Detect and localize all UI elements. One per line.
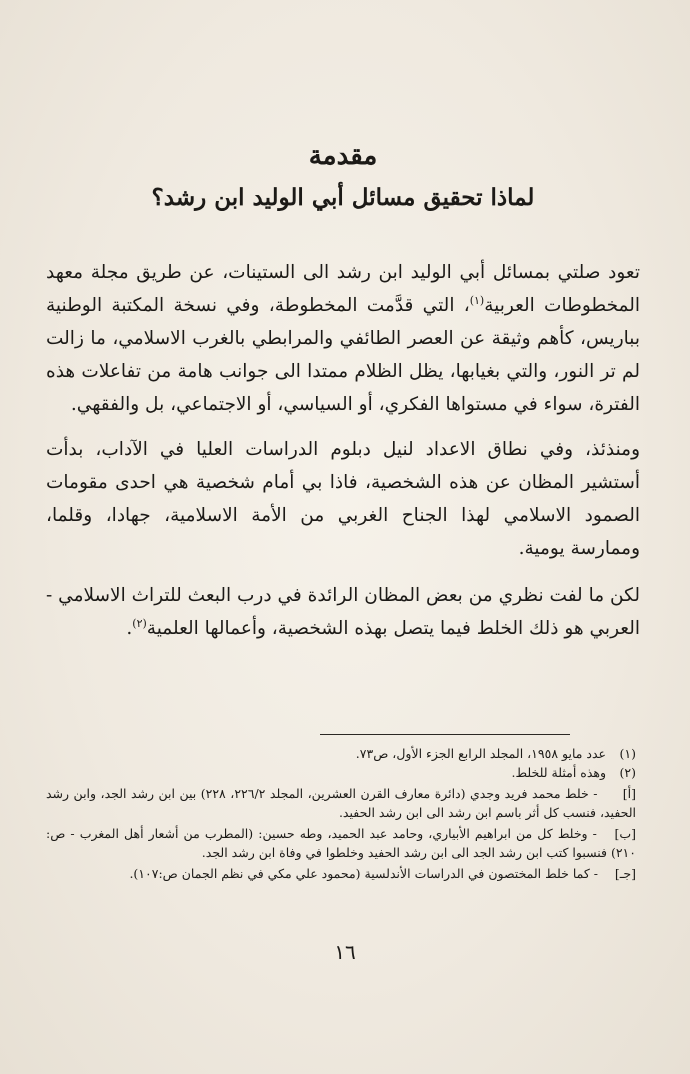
footnotes xyxy=(46,744,636,885)
paragraph-1-text-b: ، التي قدَّمت المخطوطة، وفي نسخة المكتبة الوطنية بباريس، كأهم وثيقة عن العصر الطائفي والمرابطي بالغرب الاسلامي، ما زالت لم تر النور، والتي بغيابها، يظل الظلام ممتدا الى جوانب هامة من تفاعلات هذه الفترة، سواء في مستواها الفكري، أو السياسي، أو الاجتماعي، بل والفقهي. xyxy=(46,294,640,415)
footnote-1-text: عدد مايو ١٩٥٨، المجلد الرابع الجزء الأول، ص٧٣. xyxy=(355,746,607,761)
footnote-item-a-mark: [أ] xyxy=(622,786,636,801)
footnote-2 xyxy=(46,763,636,782)
footnote-item-b-text: - وخلط كل من ابراهيم الأبياري، وحامد عبد الحميد، وطه حسين: (المطرب من أشعار أهل المغرب - ص: ٢١٠) فنسبوا كتب ابن رشد الجد الى ابن رشد الحفيد وخلطوا في وفاة ابن رشد الجد. xyxy=(46,826,636,860)
page-subheading: لماذا تحقيق مسائل أبي الوليد ابن رشد؟ xyxy=(151,183,535,211)
paragraph-2: ومنذئذ، وفي نطاق الاعداد لنيل دبلوم الدراسات العليا في الآداب، بدأت أستشير المظان عن هذه الشخصية، فاذا بي أمام شخصية هي احدى مقومات الصمود الاسلامي لهذا الجناح الغربي من الأمة الاسلامية، جهادا، وقلما، وممارسة يومية. xyxy=(46,438,640,559)
footnote-item-c-text: - كما خلط المختصون في الدراسات الأندلسية (محمود علي مكي في نظم الجمان ص:١٠٧). xyxy=(129,866,599,881)
footnote-item-c xyxy=(46,864,636,883)
page-number: ١٦ xyxy=(334,940,356,964)
page-heading: مقدمة xyxy=(308,141,378,171)
paragraph-3-text-a: لكن ما لفت نظري من بعض المظان الرائدة في درب البعث للتراث الاسلامي - العربي هو ذلك الخلط فيما يتصل بهذه الشخصية، وأعمالها العلمية xyxy=(46,584,640,639)
footnote-ref-2: (٢) xyxy=(132,616,147,630)
footnote-2-text: وهذه أمثلة للخلط. xyxy=(511,765,607,780)
footnote-divider xyxy=(320,734,570,735)
footnote-item-b-mark: [ب] xyxy=(614,826,636,841)
footnote-1-number: (١) xyxy=(619,746,636,761)
footnote-item-a xyxy=(46,784,636,822)
footnote-item-c-mark: [جـ] xyxy=(614,866,636,881)
paragraph-1 xyxy=(46,256,640,421)
footnote-ref-1: (١) xyxy=(469,293,485,307)
footnote-item-b xyxy=(46,824,636,862)
paragraph-1-text-a: تعود صلتي بمسائل أبي الوليد ابن رشد الى الستينات، عن طريق مجلة معهد المخطوطات العربية xyxy=(46,261,640,316)
paragraph-3-text-b: . xyxy=(126,617,133,639)
footnote-2-number: (٢) xyxy=(619,765,636,780)
footnote-item-a-text: - خلط محمد فريد وجدي (دائرة معارف القرن العشرين، المجلد ٢٢٦/٢، ٢٢٨) بين ابن رشد الجد، وابن رشد الحفيد، فنسب كل أثر باسم ابن رشد الى ابن رشد الحفيد. xyxy=(46,786,636,820)
main-text xyxy=(46,140,640,659)
paragraph-3 xyxy=(46,579,640,645)
footnote-1 xyxy=(46,744,636,763)
